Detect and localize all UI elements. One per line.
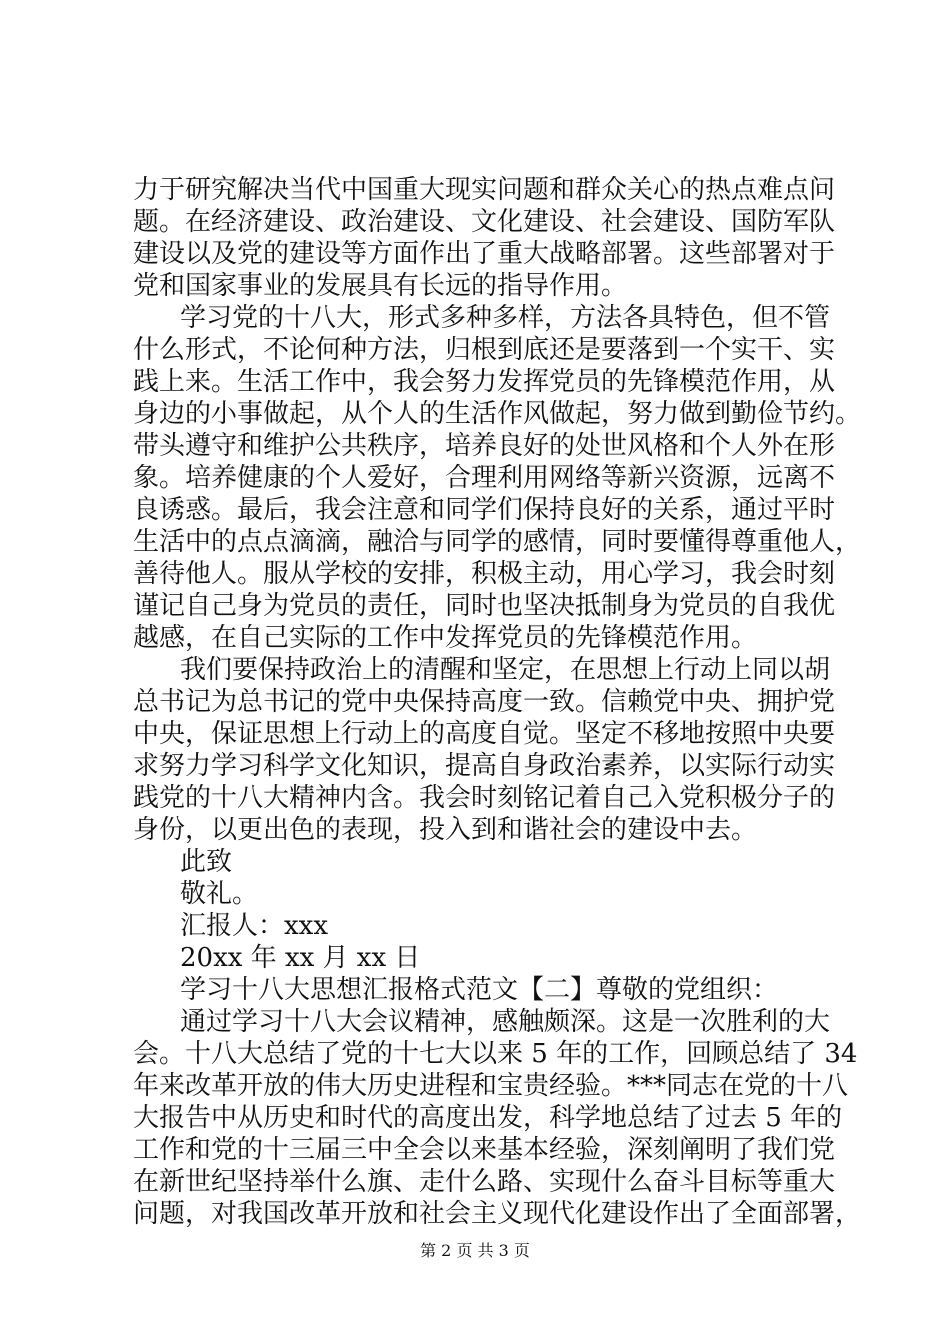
text-line: 工作和党的十三届三中全会以来基本经验，深刻阐明了我们党 xyxy=(133,1135,836,1165)
closing-salutation: 此致 xyxy=(180,847,233,877)
text-line: 题。在经济建设、政治建设、文化建设、社会建设、国防军队 xyxy=(133,207,836,237)
paragraph-first-line: 通过学习十八大会议精神，感触颇深。这是一次胜利的大 xyxy=(180,1007,831,1037)
text-line: 建设以及党的建设等方面作出了重大战略部署。这些部署对于 xyxy=(133,239,836,269)
text-line: 践党的十八大精神内含。我会时刻铭记着自己入党积极分子的 xyxy=(133,783,836,813)
text-line: 谨记自己身为党员的责任，同时也坚决抵制身为党员的自我优 xyxy=(133,591,836,621)
text-line: 生活中的点点滴滴，融洽与同学的感情，同时要懂得尊重他人， xyxy=(133,527,862,557)
paragraph-first-line: 学习党的十八大，形式多种多样，方法各具特色，但不管 xyxy=(180,303,831,333)
reporter-signature: 汇报人：xxx xyxy=(180,911,328,941)
text-line: 身份，以更出色的表现，投入到和谐社会的建设中去。 xyxy=(133,815,758,845)
paragraph-first-line: 我们要保持政治上的清醒和坚定，在思想上行动上同以胡 xyxy=(180,655,831,685)
text-line: 什么形式，不论何种方法，归根到底还是要落到一个实干、实 xyxy=(133,335,836,365)
text-line: 带头遵守和维护公共秩序，培养良好的处世风格和个人外在形 xyxy=(133,431,836,461)
text-line: 中央，保证思想上行动上的高度自觉。坚定不移地按照中央要 xyxy=(133,719,836,749)
text-line: 求努力学习科学文化知识，提高自身政治素养，以实际行动实 xyxy=(133,751,836,781)
text-line: 会。十八大总结了党的十七大以来 5 年的工作，回顾总结了 34 xyxy=(133,1039,858,1069)
text-line: 良诱惑。最后，我会注意和同学们保持良好的关系，通过平时 xyxy=(133,495,836,525)
text-line: 越感，在自己实际的工作中发挥党员的先锋模范作用。 xyxy=(133,623,758,653)
text-line: 践上来。生活工作中，我会努力发挥党员的先锋模范作用，从 xyxy=(133,367,836,397)
text-line: 党和国家事业的发展具有长远的指导作用。 xyxy=(133,271,628,301)
report-date: 20xx 年 xx 月 xx 日 xyxy=(180,943,421,973)
closing-regards: 敬礼。 xyxy=(180,879,259,909)
page-number-footer: 第 2 页 共 3 页 xyxy=(420,1241,530,1260)
text-line: 身边的小事做起，从个人的生活作风做起，努力做到勤俭节约。 xyxy=(133,399,862,429)
text-line: 善待他人。服从学校的安排，积极主动，用心学习，我会时刻 xyxy=(133,559,836,589)
text-line: 问题，对我国改革开放和社会主义现代化建设作出了全面部署， xyxy=(133,1199,862,1229)
text-line: 大报告中从历史和时代的高度出发，科学地总结了过去 5 年的 xyxy=(133,1103,843,1133)
text-line: 象。培养健康的个人爱好，合理利用网络等新兴资源，远离不 xyxy=(133,463,836,493)
text-line: 年来改革开放的伟大历史进程和宝贵经验。***同志在党的十八 xyxy=(133,1071,849,1101)
text-line: 总书记为总书记的党中央保持高度一致。信赖党中央、拥护党 xyxy=(133,687,836,717)
text-line: 力于研究解决当代中国重大现实问题和群众关心的热点难点问 xyxy=(133,175,836,205)
section-heading: 学习十八大思想汇报格式范文【二】尊敬的党组织： xyxy=(180,975,779,1005)
text-line: 在新世纪坚持举什么旗、走什么路、实现什么奋斗目标等重大 xyxy=(133,1167,836,1197)
